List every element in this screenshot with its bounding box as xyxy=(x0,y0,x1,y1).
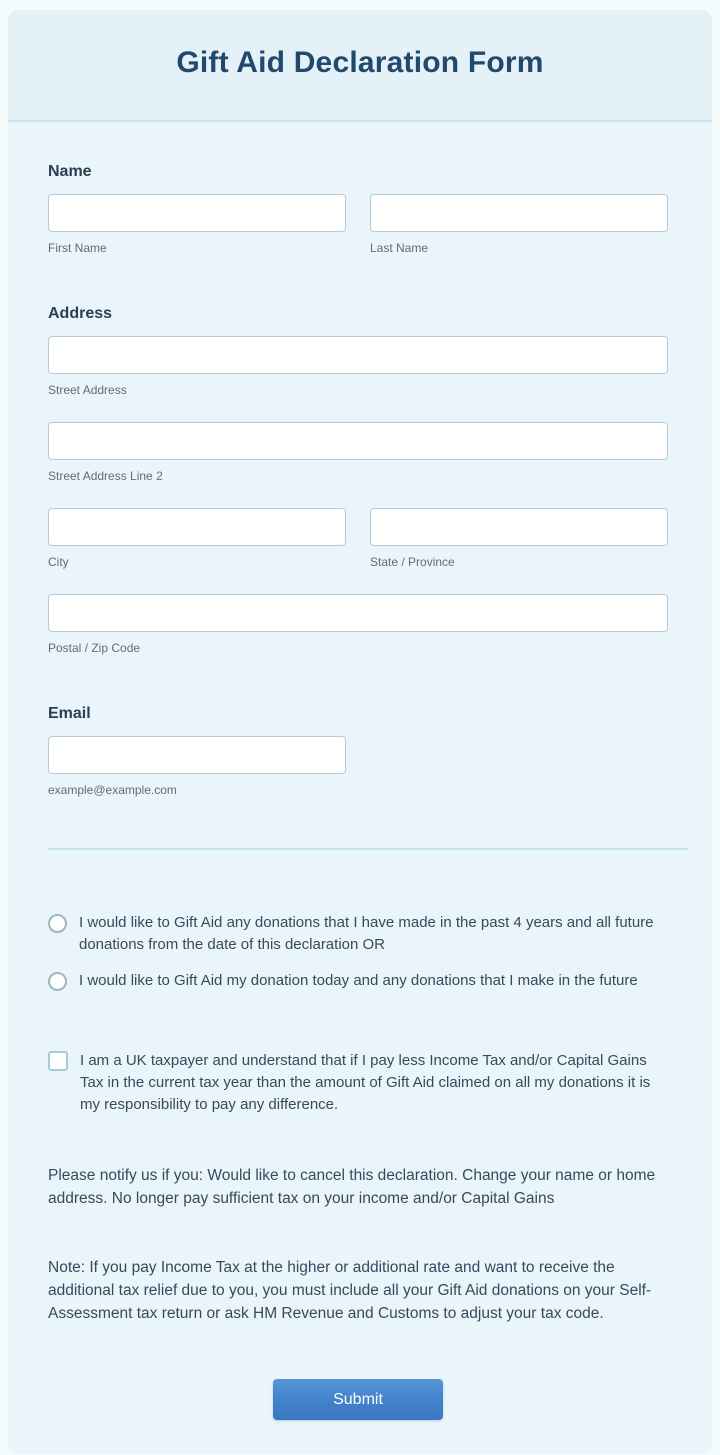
name-section xyxy=(48,162,668,256)
taxpayer-checkbox[interactable] xyxy=(48,1051,68,1071)
note-paragraph: Note: If you pay Income Tax at the higher or additional rate and want to receive the additional tax relief due to you, you must include all your Gift Aid donations on your Self-Assessment tax return or ask HM Revenue and Customs to adjust your tax code. xyxy=(48,1259,652,1322)
email-section xyxy=(48,704,668,798)
state-input[interactable] xyxy=(370,508,668,546)
name-section-label: Name xyxy=(48,163,92,180)
gift-aid-option-today-donations-label: I would like to Gift Aid my donation today and any donations that I make in the future xyxy=(79,972,638,989)
state-field-group xyxy=(370,508,668,570)
gift-aid-option-past-donations-label: I would like to Gift Aid any donations that I have made in the past 4 years and all future donations from the date of this declaration OR xyxy=(79,914,654,953)
form-body xyxy=(8,122,712,1454)
notify-paragraph: Please notify us if you: Would like to cancel this declaration. Change your name or home address. No longer pay sufficient tax on your income and/or Capital Gains xyxy=(48,1167,656,1207)
page-title: Gift Aid Declaration Form xyxy=(176,46,544,79)
gift-aid-option-today-donations-radio[interactable] xyxy=(48,972,67,991)
submit-area xyxy=(48,1379,668,1420)
street-address-field-group xyxy=(48,336,668,398)
first-name-input[interactable] xyxy=(48,194,346,232)
street-address2-input[interactable] xyxy=(48,422,668,460)
email-field-group xyxy=(48,736,346,798)
email-input[interactable] xyxy=(48,736,346,774)
city-field-group xyxy=(48,508,346,570)
first-name-field-group xyxy=(48,194,346,256)
address-section-label: Address xyxy=(48,305,113,322)
state-sublabel: State / Province xyxy=(370,555,455,569)
street-address-input[interactable] xyxy=(48,336,668,374)
email-section-label: Email xyxy=(48,705,91,722)
gift-aid-option-past-donations[interactable] xyxy=(48,912,668,956)
form-card xyxy=(8,10,712,1454)
postal-input[interactable] xyxy=(48,594,668,632)
email-sublabel: example@example.com xyxy=(48,783,177,797)
street-address-sublabel: Street Address xyxy=(48,383,127,397)
last-name-input[interactable] xyxy=(370,194,668,232)
first-name-sublabel: First Name xyxy=(48,241,107,255)
postal-sublabel: Postal / Zip Code xyxy=(48,641,141,655)
submit-button[interactable]: Submit xyxy=(273,1379,443,1420)
taxpayer-checkbox-row[interactable] xyxy=(48,1050,668,1116)
gift-aid-option-past-donations-radio[interactable] xyxy=(48,914,67,933)
postal-field-group xyxy=(48,594,668,656)
form-header xyxy=(8,10,712,122)
city-input[interactable] xyxy=(48,508,346,546)
street-address2-field-group xyxy=(48,422,668,484)
last-name-field-group xyxy=(370,194,668,256)
taxpayer-checkbox-group xyxy=(48,1050,668,1116)
section-divider xyxy=(48,848,688,850)
last-name-sublabel: Last Name xyxy=(370,241,429,255)
address-section xyxy=(48,304,668,656)
city-sublabel: City xyxy=(48,555,69,569)
gift-aid-options-group xyxy=(48,912,668,992)
street-address2-sublabel: Street Address Line 2 xyxy=(48,469,163,483)
taxpayer-checkbox-label: I am a UK taxpayer and understand that if I pay less Income Tax and/or Capital Gains Tax in the current tax year than the amount of Gift Aid claimed on all my donations it is my responsibility to pay any difference. xyxy=(80,1052,651,1113)
gift-aid-option-today-donations[interactable] xyxy=(48,970,668,992)
